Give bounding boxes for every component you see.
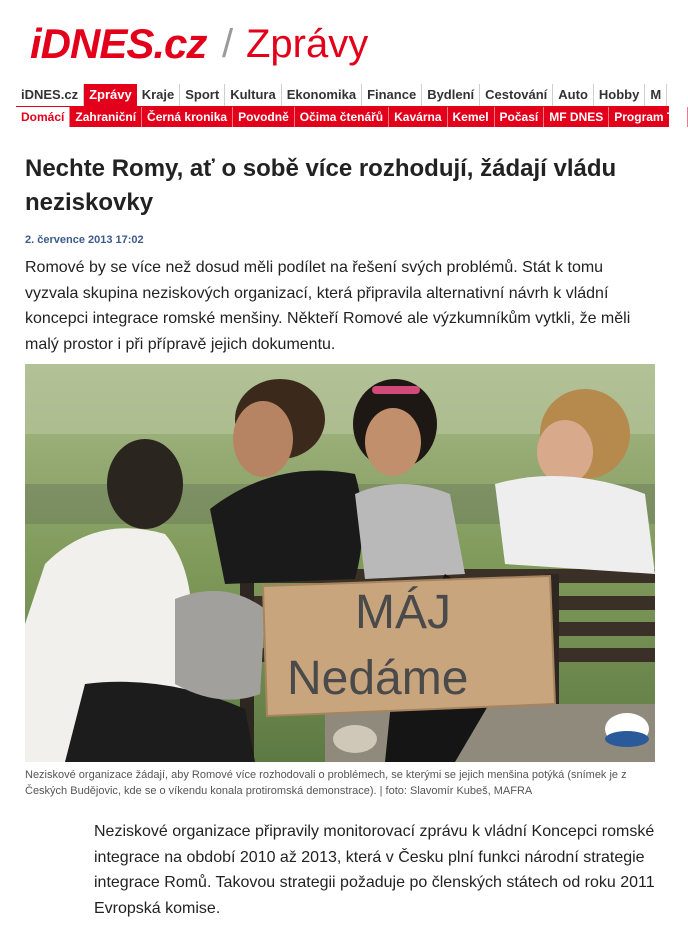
- nav-tab-kultura[interactable]: Kultura: [225, 84, 282, 106]
- article-body: Neziskové organizace připravily monitorovací zprávu k vládní Koncepci romské integrace na období 2010 až 2013, která v Česku plní funkci národní strategie integrace Romů. Takovou strategii požaduje po členských státech od roku 2011 Evropská komise.: [94, 823, 655, 917]
- article-date: 2. července 2013 17:02: [25, 234, 144, 246]
- logo-main: iDNES: [30, 20, 154, 67]
- section-title[interactable]: Zprávy: [246, 22, 369, 66]
- article-photo[interactable]: [25, 364, 655, 762]
- article-perex: Romové by se více než dosud měli podílet na řešení svých problémů. Stát k tomu vyzvala skupina neziskových organizací, která připravila alternativní návrh k vládní koncepci integrace romské menšiny. Někteří Romové ale výzkumníkům vytkli, že měli malý prostor i při přípravě jejich dokumentu.: [25, 259, 631, 353]
- subnav-tab-kav-rna[interactable]: Kavárna: [389, 107, 447, 127]
- subnav-tab-povodn-[interactable]: Povodně: [233, 107, 295, 127]
- nav-tab-ekonomika[interactable]: Ekonomika: [282, 84, 362, 106]
- nav-tab-bydlen-[interactable]: Bydlení: [422, 84, 480, 106]
- primary-navigation: [16, 84, 669, 106]
- nav-tab-sport[interactable]: Sport: [180, 84, 225, 106]
- masthead: [30, 18, 650, 74]
- nav-tab-finance[interactable]: Finance: [362, 84, 422, 106]
- photo-illustration: [25, 364, 655, 762]
- nav-tab-auto[interactable]: Auto: [553, 84, 594, 106]
- site-logo[interactable]: [30, 20, 206, 68]
- nav-tab-idnes-cz[interactable]: iDNES.cz: [16, 84, 84, 106]
- photo-caption: Neziskové organizace žádají, aby Romové více rozhodovali o problémech, se kterými se jejich menšina potýká (snímek je z Českých Budějovic, kde se o víkendu konala protiromská demonstrace). | foto: Slavomír Kubeš, MAFRA: [25, 769, 627, 797]
- subnav-tab--ern-kronika[interactable]: Černá kronika: [142, 107, 233, 127]
- subnav-tab-kemel[interactable]: Kemel: [448, 107, 495, 127]
- subnav-tab-dom-c-[interactable]: Domácí: [16, 107, 70, 127]
- subnav-tab-po-as-[interactable]: Počasí: [495, 107, 545, 127]
- logo-suffix: .cz: [153, 20, 207, 67]
- nav-tab-m[interactable]: M: [645, 84, 667, 106]
- subnav-tab-mf-dnes[interactable]: MF DNES: [544, 107, 609, 127]
- secondary-navigation: [16, 107, 683, 127]
- nav-tab-hobby[interactable]: Hobby: [594, 84, 645, 106]
- photo-sign-line2: Nedáme: [287, 652, 469, 705]
- masthead-separator: /: [222, 22, 234, 66]
- nav-tab-cestov-n-[interactable]: Cestování: [480, 84, 553, 106]
- nav-tab-kraje[interactable]: Kraje: [137, 84, 181, 106]
- subnav-tab-zahrani-n-[interactable]: Zahraniční: [70, 107, 142, 127]
- nav-tab-zpr-vy[interactable]: Zprávy: [84, 84, 137, 106]
- photo-sign-line1: MÁJ: [355, 586, 451, 639]
- subnav-tab-program-tv[interactable]: Program TV: [609, 107, 688, 127]
- subnav-tab-o-ima-ten-[interactable]: Očima čtenářů: [295, 107, 389, 127]
- article-headline: Nechte Romy, ať o sobě více rozhodují, žádají vládu neziskovky: [25, 155, 617, 216]
